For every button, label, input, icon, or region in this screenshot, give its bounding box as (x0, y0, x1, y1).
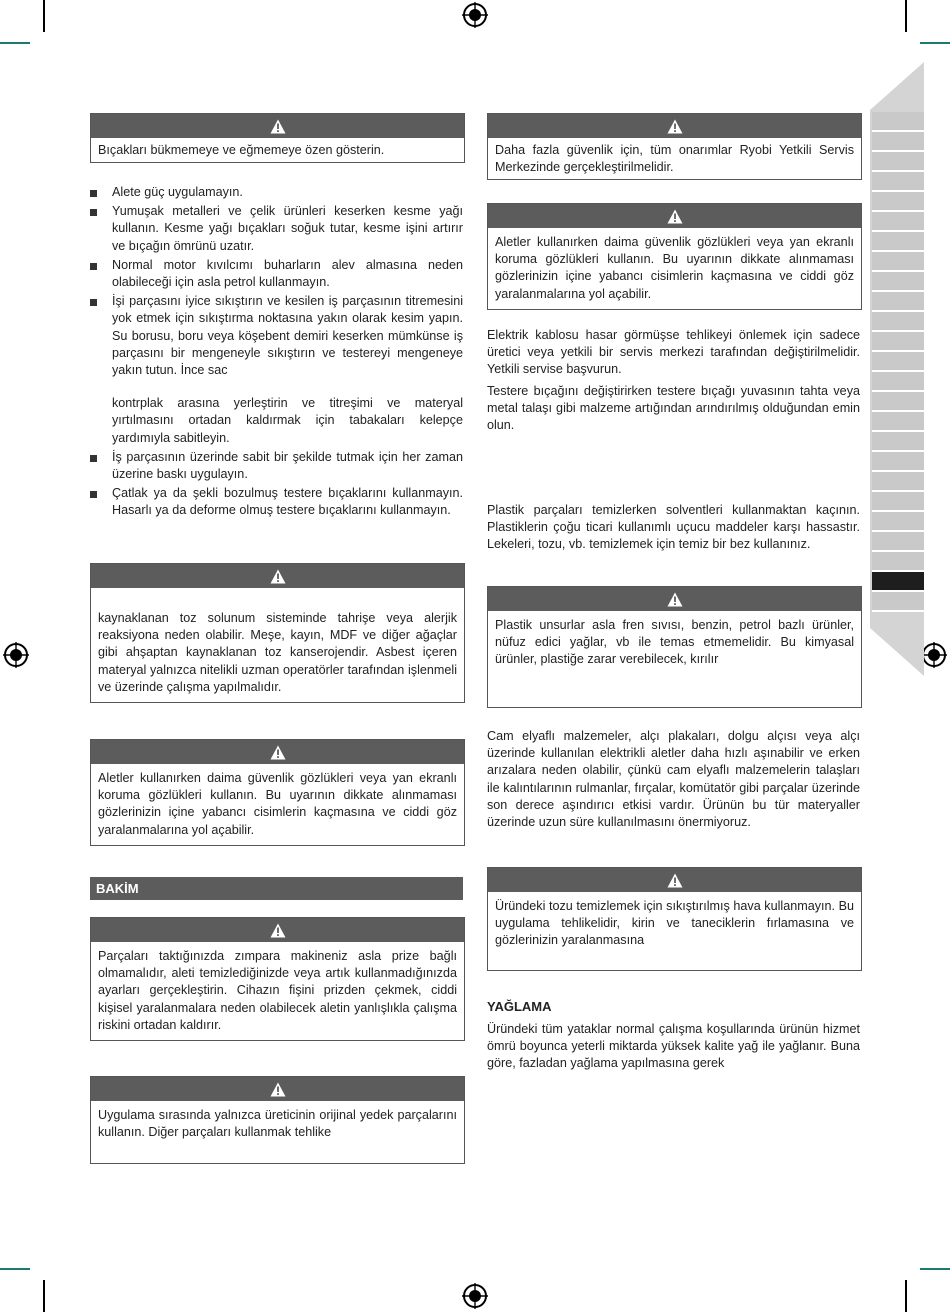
registration-mark-icon (462, 1283, 488, 1309)
warning-header (488, 114, 861, 138)
registration-mark-icon (3, 642, 29, 668)
warning-text: Parçaları taktığınızda zımpara makineniz asla prize bağlı olmamalıdır, aleti temizlediğinizde veya artık kullanmadığınızda ayarları gerçekleştirin. Cihazın fişini prizden çekmek, ciddi kişisel yaralanmalara neden olabilecek aletin yanlışlıkla çalışma riskini ortadan kaldırır. (98, 949, 457, 1032)
thumb-tab (872, 532, 924, 552)
warning-box-service (487, 113, 862, 180)
thumb-tab (872, 332, 924, 352)
warning-text: Daha fazla güvenlik için, tüm onarımlar Ryobi Yetkili Servis Merkezinde gerçekleştirilmelidir. (495, 143, 854, 175)
warning-box-blade (90, 113, 465, 163)
list-item: Yumuşak metalleri ve çelik ürünleri keserken kesme yağı kullanın. Kesme yağı bıçakları soğuk tutar, kesme işini artırır ve bıçağın ömrünü uzatır. (90, 203, 463, 255)
list-item-continuation: kontrplak arasına yerleştirin ve titreşimi ve materyal yırtılmasını ortadan kaldırmak için tabakaları kelepçe yardımıyla sabitleyin. (112, 396, 463, 445)
thumb-tab (872, 132, 924, 152)
paragraph-blade-change: Testere bıçağını değiştirirken testere bıçağı yuvasının tahta veya metal talaşı gibi malzeme artığından arındırılmış olduğundan emin olun. (487, 383, 860, 433)
warning-text: Üründeki tozu temizlemek için sıkıştırılmış hava kullanmayın. Bu uygulama tehlikelidir, kirin ve taneciklerin fırlamasına ve gözlerinizin yaralanmasına (495, 899, 854, 948)
right-paragraphs-top (487, 327, 860, 434)
warning-box-goggles (90, 739, 465, 846)
thumb-tab (872, 212, 924, 232)
crop-mark-top-left (43, 0, 45, 32)
warning-box-goggles-right (487, 203, 862, 310)
thumb-tab (872, 472, 924, 492)
warning-header (91, 114, 464, 138)
warning-box-plastic (487, 586, 862, 708)
warning-text: kaynaklanan toz solunum sisteminde tahrişe veya alerjik reaksiyona neden olabilir. Meşe, kayın, MDF ve diğer ağaçlar gibi ahşaptan kaynaklanan toz kanserojendir. Asbest içeren materyal yalnızca nitelikli uzman operatörler tarafından işlenmeli ve üzerinde çalışma yapılmalıdır. (98, 611, 457, 694)
warning-header (91, 564, 464, 588)
warning-box-compressed-air (487, 867, 862, 971)
thumb-tab (872, 432, 924, 452)
crop-mark-top-right (905, 0, 907, 32)
thumb-tab (872, 292, 924, 312)
thumb-tab (872, 592, 924, 612)
paragraph-lubrication: Üründeki tüm yataklar normal çalışma koşullarında ürünün hizmet ömrü boyunca yeterli miktarda yüksek kalite yağ ile yağlanır. Buna göre, fazladan yağlama yapılmasına gerek (487, 1022, 860, 1071)
thumb-tab (872, 372, 924, 392)
warning-triangle-icon (270, 923, 286, 938)
crop-mark-bottom-right (905, 1280, 907, 1312)
warning-triangle-icon (270, 1082, 286, 1097)
thumb-index-tabs (872, 112, 924, 612)
thumb-tab (872, 452, 924, 472)
thumb-tab (872, 552, 924, 572)
thumb-tab (872, 192, 924, 212)
warning-header (91, 1077, 464, 1101)
section-header-maintenance: BAKİM (90, 877, 463, 900)
left-bullet-list (90, 184, 463, 522)
warning-header (91, 918, 464, 942)
crop-mark-bottom-left (43, 1280, 45, 1312)
list-item: İşi parçasını iyice sıkıştırın ve kesilen iş parçasının titremesini yok etmek için sıkıştırma noktasına yakın olarak kesim yapın. Su borusu, boru veya köşebent demiri keserken mümkünse iş parçasını bir mengeneyle sıkıştırın ve testereyi mengeneye yakın tutun. İnce sac (90, 293, 463, 379)
thumb-tab (872, 112, 924, 132)
warning-box-unplug (90, 917, 465, 1041)
right-paragraph-fiberglass (487, 728, 860, 831)
warning-triangle-icon (270, 119, 286, 134)
warning-text: Bıçakları bükmemeye ve eğmemeye özen gösterin. (98, 143, 385, 157)
right-paragraph-plastic (487, 502, 860, 554)
thumb-tab (872, 232, 924, 252)
warning-box-dust (90, 563, 465, 703)
warning-text: Aletler kullanırken daima güvenlik gözlükleri veya yan ekranlı koruma gözlükleri kullanın. Bu uyarının dikkate alınmaması gözlerinizin içine yabancı cisimlerin kaçmasına ve ciddi göz yaralanmalarına yol açabilir. (495, 235, 854, 301)
thumb-tab (872, 152, 924, 172)
bleed-line-top-left (0, 42, 30, 44)
paragraph-plastic-cleaning: Plastik parçaları temizlerken solventleri kullanmaktan kaçının. Plastiklerin çoğu ticari kullanımlı uçucu maddeler karşı hassastır. Lekeleri, tozu, vb. temizlemek için temiz bir bez kullanınız. (487, 503, 860, 552)
thumb-tab (872, 392, 924, 412)
list-item: Alete güç uygulamayın. (90, 184, 463, 201)
thumb-tab (872, 252, 924, 272)
warning-triangle-icon (667, 592, 683, 607)
paragraph-fiberglass: Cam elyaflı malzemeler, alçı plakaları, dolgu alçısı veya alçı üzerinde kullanılan elektrikli aletler daha hızlı aşınabilir ve erken arızalara neden olabilir, çünkü cam elyaflı malzemelerin talaşları ile kalıntılarının rulmanlar, fırçalar, komütatör gibi parçalar üzerinde son derece aşındırıcı etkisi vardır. Ürünün bu tür materyaller üzerinde uzun süre kullanılmasını önermiyoruz. (487, 729, 860, 830)
warning-header (488, 868, 861, 892)
warning-triangle-icon (270, 745, 286, 760)
bleed-line-top-right (920, 42, 950, 44)
registration-mark-icon (462, 2, 488, 28)
thumb-tab (872, 172, 924, 192)
warning-header (488, 587, 861, 611)
warning-triangle-icon (667, 873, 683, 888)
warning-triangle-icon (270, 569, 286, 584)
thumb-tab (872, 492, 924, 512)
warning-box-spare-parts (90, 1076, 465, 1164)
thumb-tab (872, 312, 924, 332)
warning-text: Uygulama sırasında yalnızca üreticinin orijinal yedek parçalarını kullanın. Diğer parçaları kullanmak tehlike (98, 1108, 457, 1140)
thumb-tab (872, 412, 924, 432)
warning-header (91, 740, 464, 764)
list-item: Çatlak ya da şekli bozulmuş testere bıçaklarını kullanmayın. Hasarlı ya da deforme olmuş testere bıçaklarını kullanmayın. (90, 485, 463, 519)
thumb-tab (872, 352, 924, 372)
thumb-tab (872, 272, 924, 292)
warning-triangle-icon (667, 119, 683, 134)
list-item: Normal motor kıvılcımı buharların alev almasına neden olabileceği için asla petrol kullanmayın. (90, 257, 463, 291)
paragraph-power-cord: Elektrik kablosu hasar görmüşse tehlikeyi önlemek için sadece üretici veya yetkili bir servis merkezi tarafından değiştirilmelidir. Yetkili servise başvurun. (487, 328, 860, 377)
right-paragraph-lubrication (487, 1021, 860, 1073)
section-heading-lubrication: YAĞLAMA (487, 999, 552, 1014)
bleed-line-bottom-left (0, 1268, 30, 1270)
thumb-tab-active (872, 572, 924, 592)
warning-text: Plastik unsurlar asla fren sıvısı, benzin, petrol bazlı ürünler, nüfuz edici yağlar, vb ile temas etmemelidir. Bu kimyasal ürünler, plastiğe zarar verebilecek, kırılır (495, 618, 854, 667)
warning-text: Aletler kullanırken daima güvenlik gözlükleri veya yan ekranlı koruma gözlükleri kullanın. Bu uyarının dikkate alınmaması gözlerinizin içine yabancı cisimlerin kaçmasına ve ciddi göz yaralanmalarına yol açabilir. (98, 771, 457, 837)
thumb-tab (872, 512, 924, 532)
list-item: İş parçasının üzerinde sabit bir şekilde tutmak için her zaman üzerine baskı uygulayın. (90, 449, 463, 483)
bleed-line-bottom-right (920, 1268, 950, 1270)
warning-header (488, 204, 861, 228)
warning-triangle-icon (667, 209, 683, 224)
